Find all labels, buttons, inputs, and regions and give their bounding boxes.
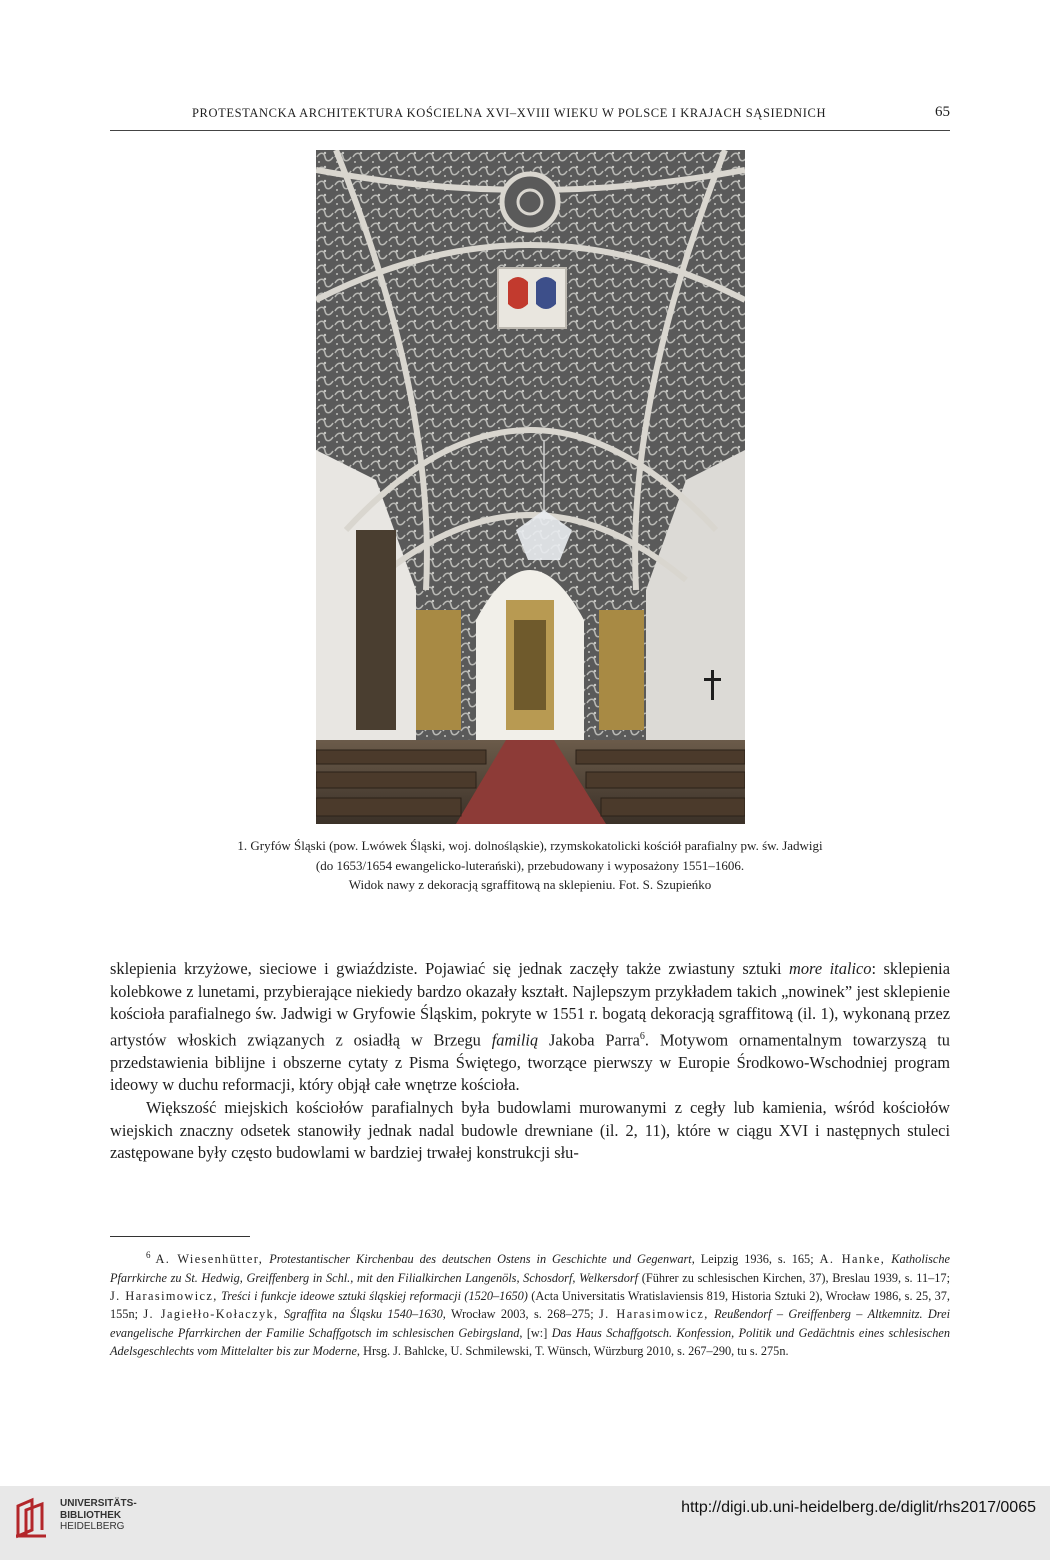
text-run: (Acta Universitatis Wratislaviensis 819, Historia Sztuki 2), Wrocław 1986, s. 25, 37, 155n; — [110, 1288, 950, 1322]
work-title: Katholische Pfarrkirche zu St. Hedwig, Greiffenberg in Schl., mit den Filialkirchen Langenöls, Schosdorf, Welkersdorf — [110, 1252, 950, 1285]
text-run: (Führer zu schlesischen Kirchen, 37), Breslau 1939, s. 11–17; — [638, 1270, 950, 1285]
text-run: : sklepienia kolebkowe z lunetami, przybierające niekiedy bardzo okazały kształt. Najlepszym przykładem takich „nowinek” jest sklepienie kościoła parafialnego św. Jadwigi w Gryfowie Śląskim, pokryte w 1551 r. bogatą dekoracją sgraffitową (il. 1), wykonaną przez artystów włoskich związanych z osiadłą w Brzegu — [110, 959, 950, 1050]
work-title: Treści i funkcje ideowe sztuki śląskiej reformacji (1520–1650) — [221, 1288, 528, 1303]
figure-caption — [110, 836, 950, 895]
work-title: Reußendorf – Greiffenberg – Altkemnitz. Drei evangelische Pfarrkirchen der Familie Schaffgotsch im schlesischen Gebirgsland — [110, 1307, 951, 1340]
library-logo-text — [60, 1498, 137, 1533]
work-title: Das Haus Schaffgotsch. Konfession, Politik und Gedächtnis eines schlesischen Adelsgeschlechts vom Mittelalter bis zur Moderne — [110, 1325, 950, 1359]
paragraph-2: Większość miejskich kościołów parafialnych była budowlami murowanymi z cegły lub kamienia, wśród kościołów wiejskich znaczny odsetek stanowiły jednak nadal budowle drewniane (il. 2, 11), które w ciągu XVI i następnych stuleci zastępowane były często budowlami w bardziej trwałej konstrukcji słu- — [110, 1098, 950, 1163]
logo-line: BIBLIOTHEK — [60, 1509, 122, 1521]
caption-line: Widok nawy z dekoracją sgraffitową na sklepieniu. Fot. S. Szupieńko — [348, 877, 712, 892]
footnote-ref: 6 — [639, 1030, 645, 1042]
text-run: , Leipzig 1936, s. 165; — [691, 1252, 820, 1267]
text-run: , [w:] — [519, 1325, 552, 1340]
church-interior-photo — [316, 150, 745, 824]
italic-term: more italico — [789, 959, 872, 978]
caption-line: (do 1653/1654 ewangelicko-luterański), przebudowany i wyposażony 1551–1606. — [315, 857, 745, 873]
source-url-link[interactable]: http://digi.ub.uni-heidelberg.de/diglit/rhs2017/0065 — [681, 1499, 1036, 1516]
digitization-footer — [0, 1486, 1050, 1560]
logo-line: HEIDELBERG — [60, 1521, 125, 1532]
page-number: 65 — [935, 104, 950, 120]
text-run: sklepienia krzyżowe, sieciowe i gwiaździste. Pojawiać się jednak zaczęły także zwiastuny sztuki — [110, 959, 790, 978]
footnote-6 — [110, 1246, 950, 1361]
library-logo-icon — [12, 1496, 52, 1540]
text-run: , Hrsg. J. Bahlcke, U. Schmilewski, T. Wünsch, Würzburg 2010, s. 267–290, tu s. 275n. — [356, 1344, 789, 1359]
author: A. Wiesenhütter, — [155, 1252, 264, 1267]
church-interior-illustration — [316, 150, 745, 824]
text-run: , Wrocław 2003, s. 268–275; — [442, 1307, 599, 1322]
caption-line: 1. Gryfów Śląski (pow. Lwówek Śląski, woj. dolnośląskie), rzymskokatolicki kościół parafialny pw. św. Jadwigi — [237, 838, 823, 853]
main-text — [110, 958, 950, 1165]
text-run: . Motywom ornamentalnym towarzyszą tu przedstawienia biblijne i obszerne cytaty z Pisma Świętego, tworzące pierwszy w Europie Środkowo-Wschodniej program ideowy w duchu reformacji, który objął całe wnętrze kościoła. — [110, 1030, 950, 1095]
paragraph-1 — [110, 958, 950, 1097]
work-title: Sgraffita na Śląsku 1540–1630 — [283, 1307, 443, 1322]
footnote-divider — [110, 1236, 250, 1237]
work-title: Protestantischer Kirchenbau des deutschen Ostens in Geschichte und Gegenwart — [269, 1252, 692, 1267]
author: J. Jagiełło-Kołaczyk, — [143, 1307, 279, 1322]
author: A. Hanke, — [819, 1252, 886, 1267]
italic-term: familią — [491, 1030, 539, 1050]
text-run: Jakoba Parra — [538, 1030, 640, 1050]
running-header — [110, 104, 950, 131]
author: J. Harasimowicz, — [110, 1288, 218, 1303]
running-header-title: PROTESTANCKA ARCHITEKTURA KOŚCIELNA XVI–XVIII WIEKU W POLSCE I KRAJACH SĄSIEDNICH — [192, 106, 827, 120]
footnote-number: 6 — [146, 1250, 151, 1260]
author: J. Harasimowicz, — [599, 1307, 709, 1322]
logo-line: UNIVERSITÄTS- — [60, 1498, 137, 1509]
